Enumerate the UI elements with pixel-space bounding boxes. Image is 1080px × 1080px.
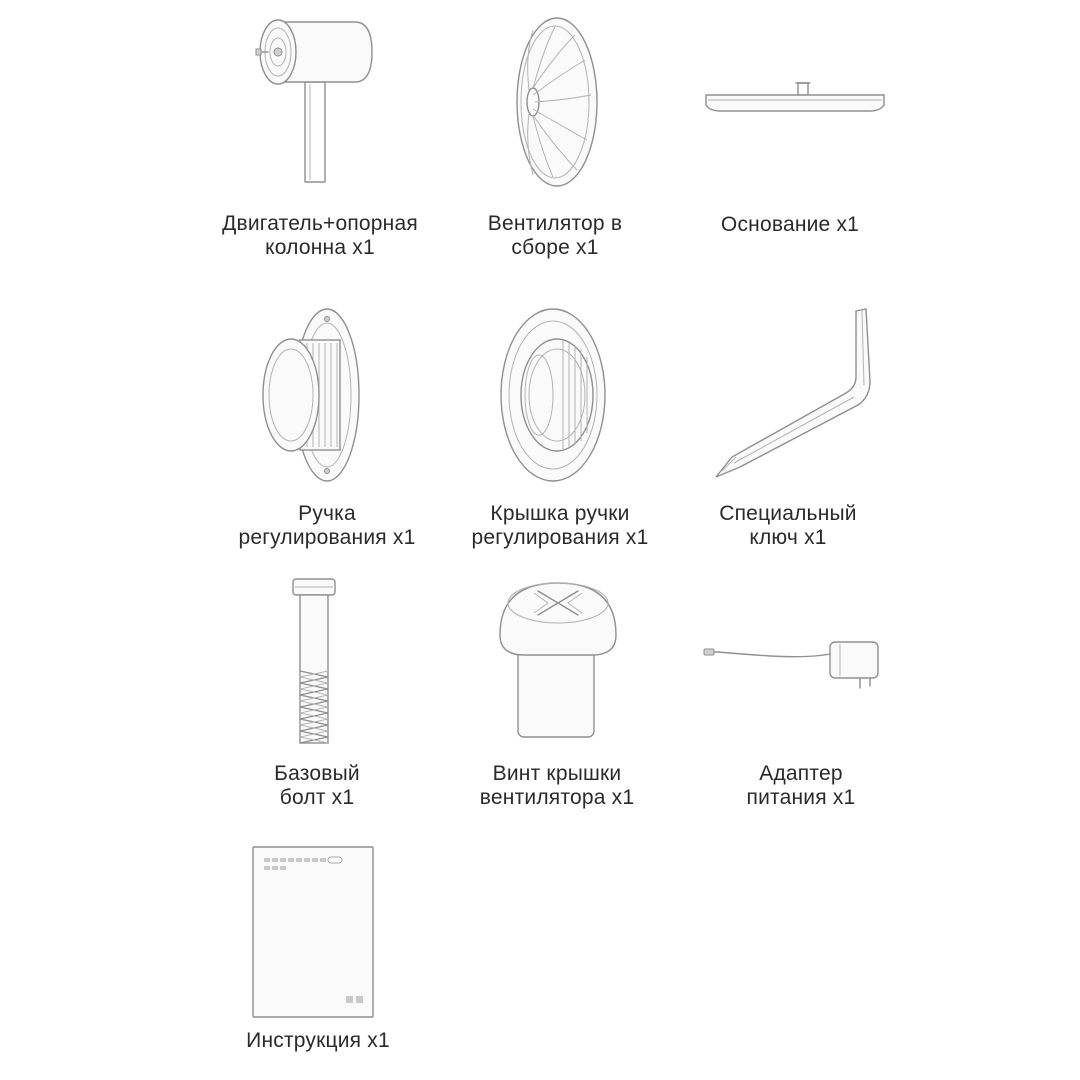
item-label-adapter: Адаптер питания x1 (746, 762, 856, 809)
bolt-icon (285, 575, 345, 750)
item-label-screw: Винт крышки вентилятора x1 (479, 762, 635, 809)
manual-booklet-icon (252, 846, 374, 1018)
item-label-bolt: Базовый болт x1 (274, 762, 360, 809)
fan-cover-screw-icon (492, 575, 627, 745)
item-label-manual: Инструкция x1 (246, 1029, 390, 1052)
base-plate-icon (700, 78, 890, 118)
item-label-knobcover: Крышка ручки регулирования x1 (471, 502, 649, 549)
item-label-key: Специальный ключ x1 (719, 502, 857, 549)
item-label-base: Основание x1 (720, 213, 860, 236)
item-label-fan: Вентилятор в сборе x1 (487, 212, 623, 259)
knob-cover-icon (495, 305, 615, 485)
hex-key-icon (710, 305, 880, 485)
motor-column-icon (250, 10, 380, 185)
control-knob-icon (255, 305, 365, 485)
power-adapter-icon (700, 630, 895, 695)
item-label-motor: Двигатель+опорная колонна x1 (222, 212, 418, 259)
item-label-knob: Ручка регулирования x1 (238, 502, 416, 549)
fan-blade-icon (505, 15, 605, 190)
